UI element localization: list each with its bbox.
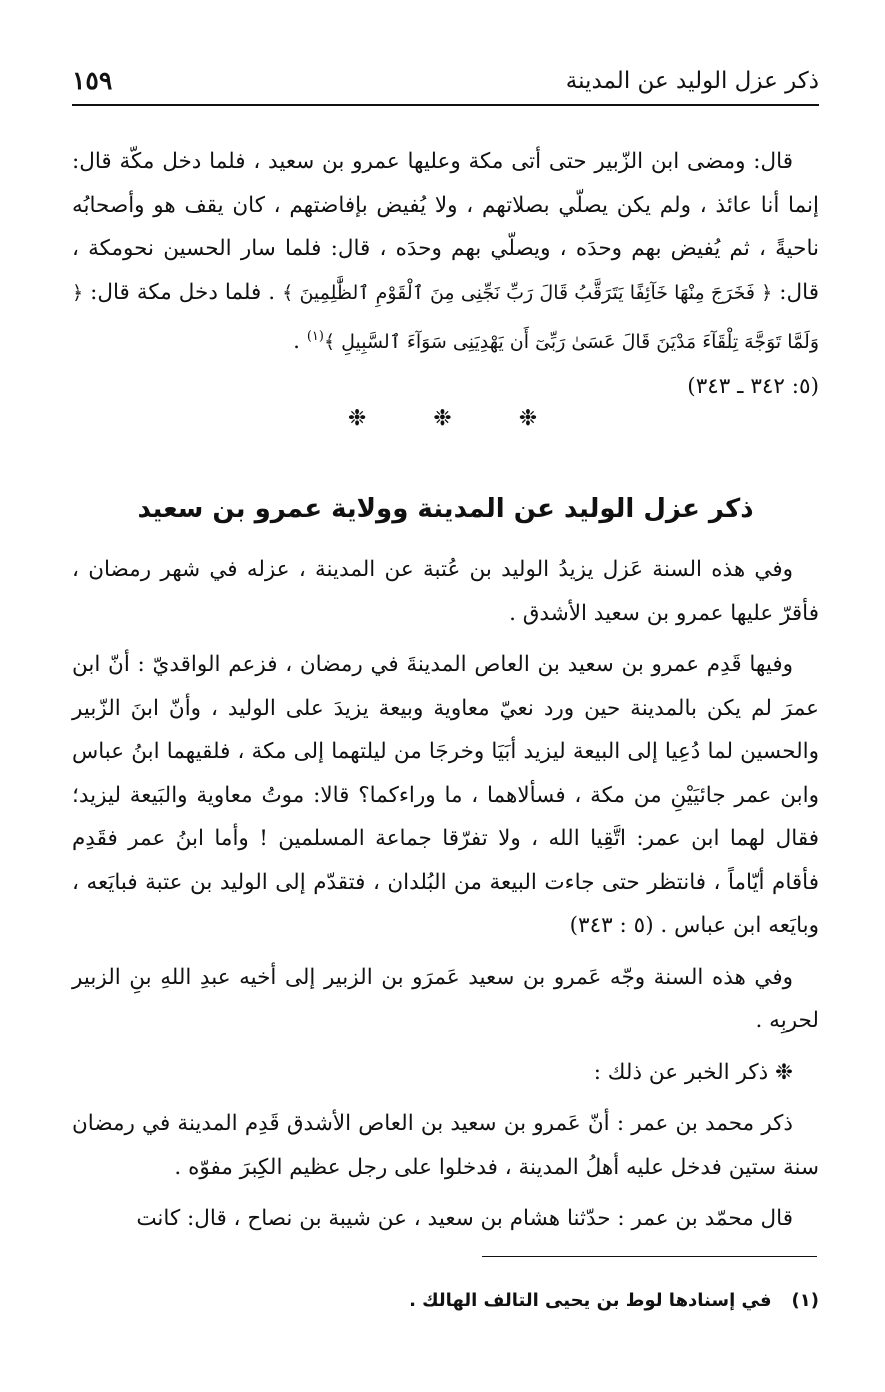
source-reference: (٥ : ٣٤٣) (569, 913, 654, 938)
paragraph: وفي هذه السنة عَزل يزيدُ الوليد بن عُتبة عن المدينة ، عزله في شهر رمضان ، فأقرّ عليها عمرو بن سعيد الأشدق . (72, 557, 819, 626)
footnote-divider (482, 1256, 817, 1257)
footnote-number: (١) (791, 1290, 819, 1311)
page-number: ١٥٩ (72, 66, 113, 95)
paragraph-text: وفيها قَدِم عمرو بن سعيد بن العاص المدينةَ في رمضان ، فزعم الواقديّ : أنّ ابن عمرَ لم يكن بالمدينة حين ورد نعيّ معاوية وبيعة يزيدَ على الوليد ، وأنّ ابنَ الزّبير والحسين لما دُعِيا إلى البيعة ليزيد أبَيَا وخرجَا من ليلتهما إلى مكة ، فلقيهما ابنُ عباس وابن عمر جائيَيْنِ من مكة ، فسألاهما ، ما وراءكما؟ قالا: موتُ معاوية والبَيعة ليزيد؛ فقال لهما ابن عمر: اتَّقِيا الله ، ولا تفرّقا جماعة المسلمين ! وأما ابنُ عمر فقَدِم فأقام أيّاماً ، فانتظر حتى جاءت البيعة من البُلدان ، فتقدّم إلى الوليد بن عتبة فبايَعه ، وبايَعه ابن عباس . (72, 652, 819, 938)
paragraph: وفي هذه السنة وجّه عَمرو بن سعيد عَمرَو بن الزبير إلى أخيه عبدِ اللهِ بنِ الزبير لحربِه . (72, 964, 819, 1033)
quran-verse-1: ﴿ فَخَرَجَ مِنْهَا خَآئِفًا يَتَرَقَّبُ قَالَ رَبِّ نَجِّنِى مِنَ ٱلْقَوْمِ ٱلظَّٰلِمِينَ ﴾ (282, 281, 773, 304)
footnote (72, 1290, 819, 1311)
section-heading: ذكر عزل الوليد عن المدينة وولاية عمرو بن سعيد (137, 494, 754, 524)
opening-text-c: . (293, 329, 307, 355)
opening-text-b: . فلما دخل مكة قال: (83, 279, 283, 305)
section-separator: ❉ ❉ ❉ (347, 406, 568, 431)
subheading-report: ❉ ذكر الخبر عن ذلك : (593, 1059, 793, 1085)
opening-text-a: قال: ومضى ابن الزّبير حتى أتى مكة وعليها عمرو بن سعيد ، فلما دخل مكّة قال: إنما أنا عائذ ، ولم يكن يصلّي بصلاتهم ، ولا يُفيض بإفاضتهم ، كان يقف هو وأصحابُه ناحيةً ، ثم يُفيض بهم وحدَه ، ويصلّي بهم وحدَه ، قال: فلما سار الحسين نحومكة ، قال: (72, 149, 819, 305)
opening-paragraph (72, 140, 819, 408)
source-reference: (٥: ٣٤٢ ـ ٣٤٣) (687, 373, 819, 399)
opening-block (72, 140, 819, 408)
paragraph: قال محمّد بن عمر : حدّثنا هشام بن سعيد ، عن شيبة بن نصاح ، قال: كانت (136, 1206, 793, 1231)
section-body (72, 548, 819, 1241)
footnote-marker: (١) (306, 329, 324, 344)
quran-verse-2: ﴿ وَلَمَّا تَوَجَّهَ تِلْقَآءَ مَدْيَنَ قَالَ عَسَىٰ رَبِّىٓ أَن يَهْدِيَنِى سَوَآءَ ٱلسَّبِيلِ ﴾ (72, 281, 819, 354)
footnote-text: في إسنادها لوط بن يحيى التالف الهالك . (409, 1290, 772, 1311)
paragraph (72, 643, 819, 948)
running-header (72, 64, 819, 106)
running-title: ذكر عزل الوليد عن المدينة (565, 68, 819, 94)
paragraph: ذكر محمد بن عمر : أنّ عَمرو بن سعيد بن العاص الأشدق قَدِم المدينة في رمضان سنة ستين فدخل عليه أهلُ المدينة ، فدخلوا على رجل عظيم الكِبرَ مفوّه . (72, 1111, 819, 1180)
